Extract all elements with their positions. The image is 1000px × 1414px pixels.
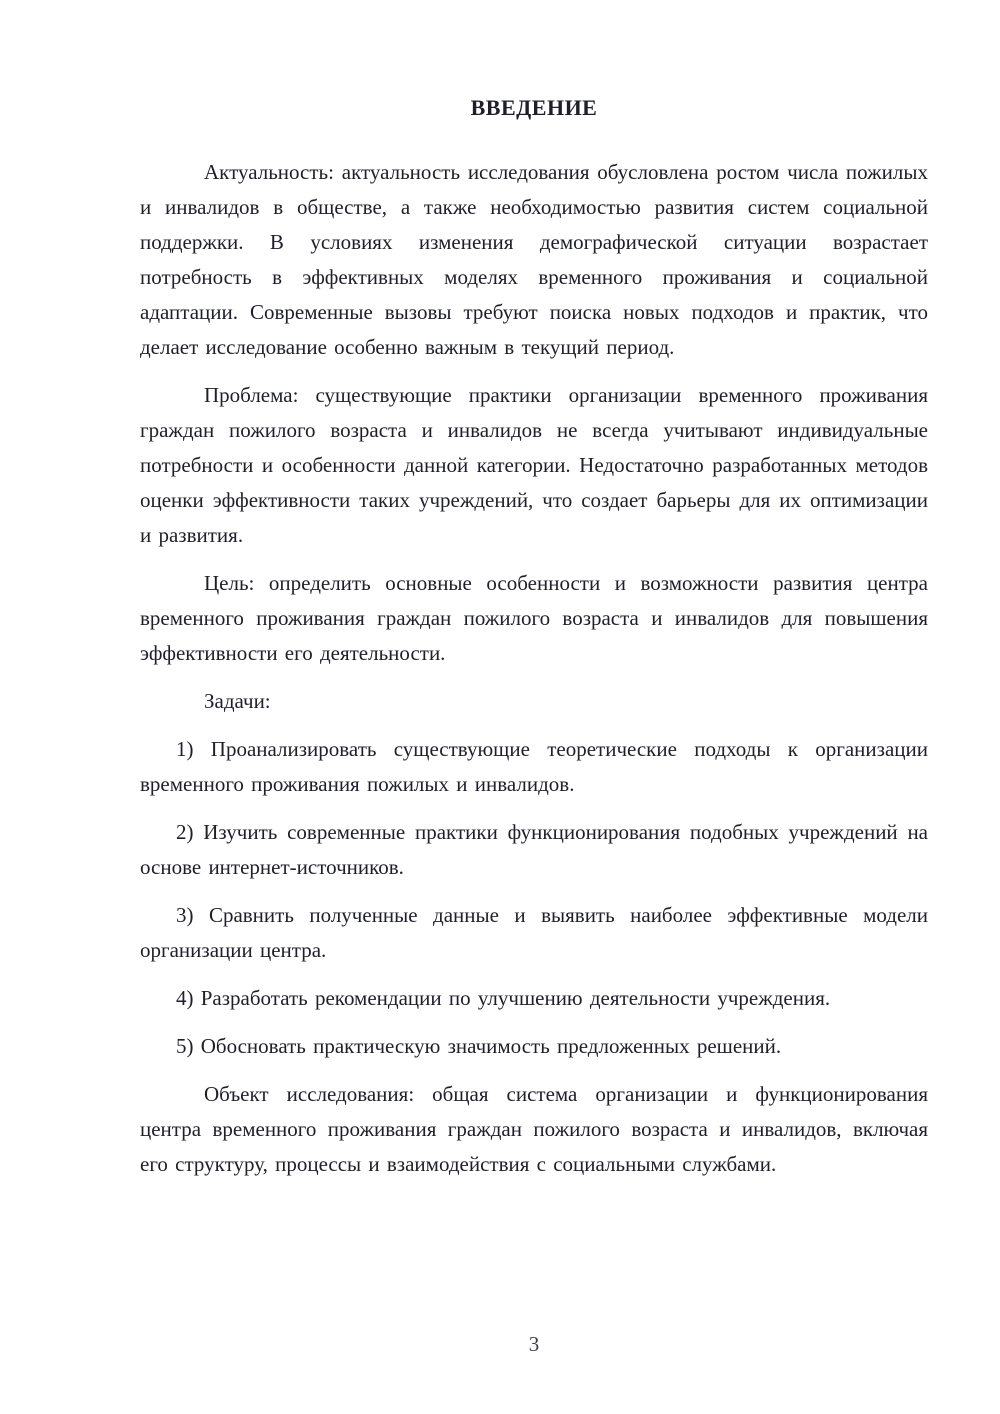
- paragraph-object: Объект исследования: общая система организации и функционирования центра временного проживания граждан пожилого возраста и инвалидов, включая его структуру, процессы и взаимодействия с социальными службами.: [140, 1082, 928, 1176]
- task-item-4: 4) Разработать рекомендации по улучшению деятельности учреждения.: [176, 986, 831, 1010]
- task-item-5: 5) Обосновать практическую значимость предложенных решений.: [176, 1034, 782, 1058]
- paragraph-relevance: Актуальность: актуальность исследования обусловлена ростом числа пожилых и инвалидов в обществе, а также необходимостью развития систем социальной поддержки. В условиях изменения демографической ситуации возрастает потребность в эффективных моделях временного проживания и социальной адаптации. Современные вызовы требуют поиска новых подходов и практик, что делает исследование особенно важным в текущий период.: [140, 160, 928, 359]
- task-item-2: 2) Изучить современные практики функционирования подобных учреждений на основе интернет-источников.: [140, 820, 928, 879]
- page-number: 3: [528, 1332, 540, 1356]
- tasks-heading: Задачи:: [204, 689, 271, 713]
- paragraph-problem: Проблема: существующие практики организации временного проживания граждан пожилого возраста и инвалидов не всегда учитывают индивидуальные потребности и особенности данной категории. Недостаточно разработанных методов оценки эффективности таких учреждений, что создает барьеры для их оптимизации и развития.: [140, 383, 928, 547]
- task-item-3: 3) Сравнить полученные данные и выявить наиболее эффективные модели организации центра.: [140, 903, 928, 962]
- section-title: ВВЕДЕНИЕ: [470, 95, 598, 120]
- task-item-1: 1) Проанализировать существующие теоретические подходы к организации временного проживания пожилых и инвалидов.: [140, 737, 928, 796]
- paragraph-goal: Цель: определить основные особенности и возможности развития центра временного проживания граждан пожилого возраста и инвалидов для повышения эффективности его деятельности.: [140, 571, 928, 665]
